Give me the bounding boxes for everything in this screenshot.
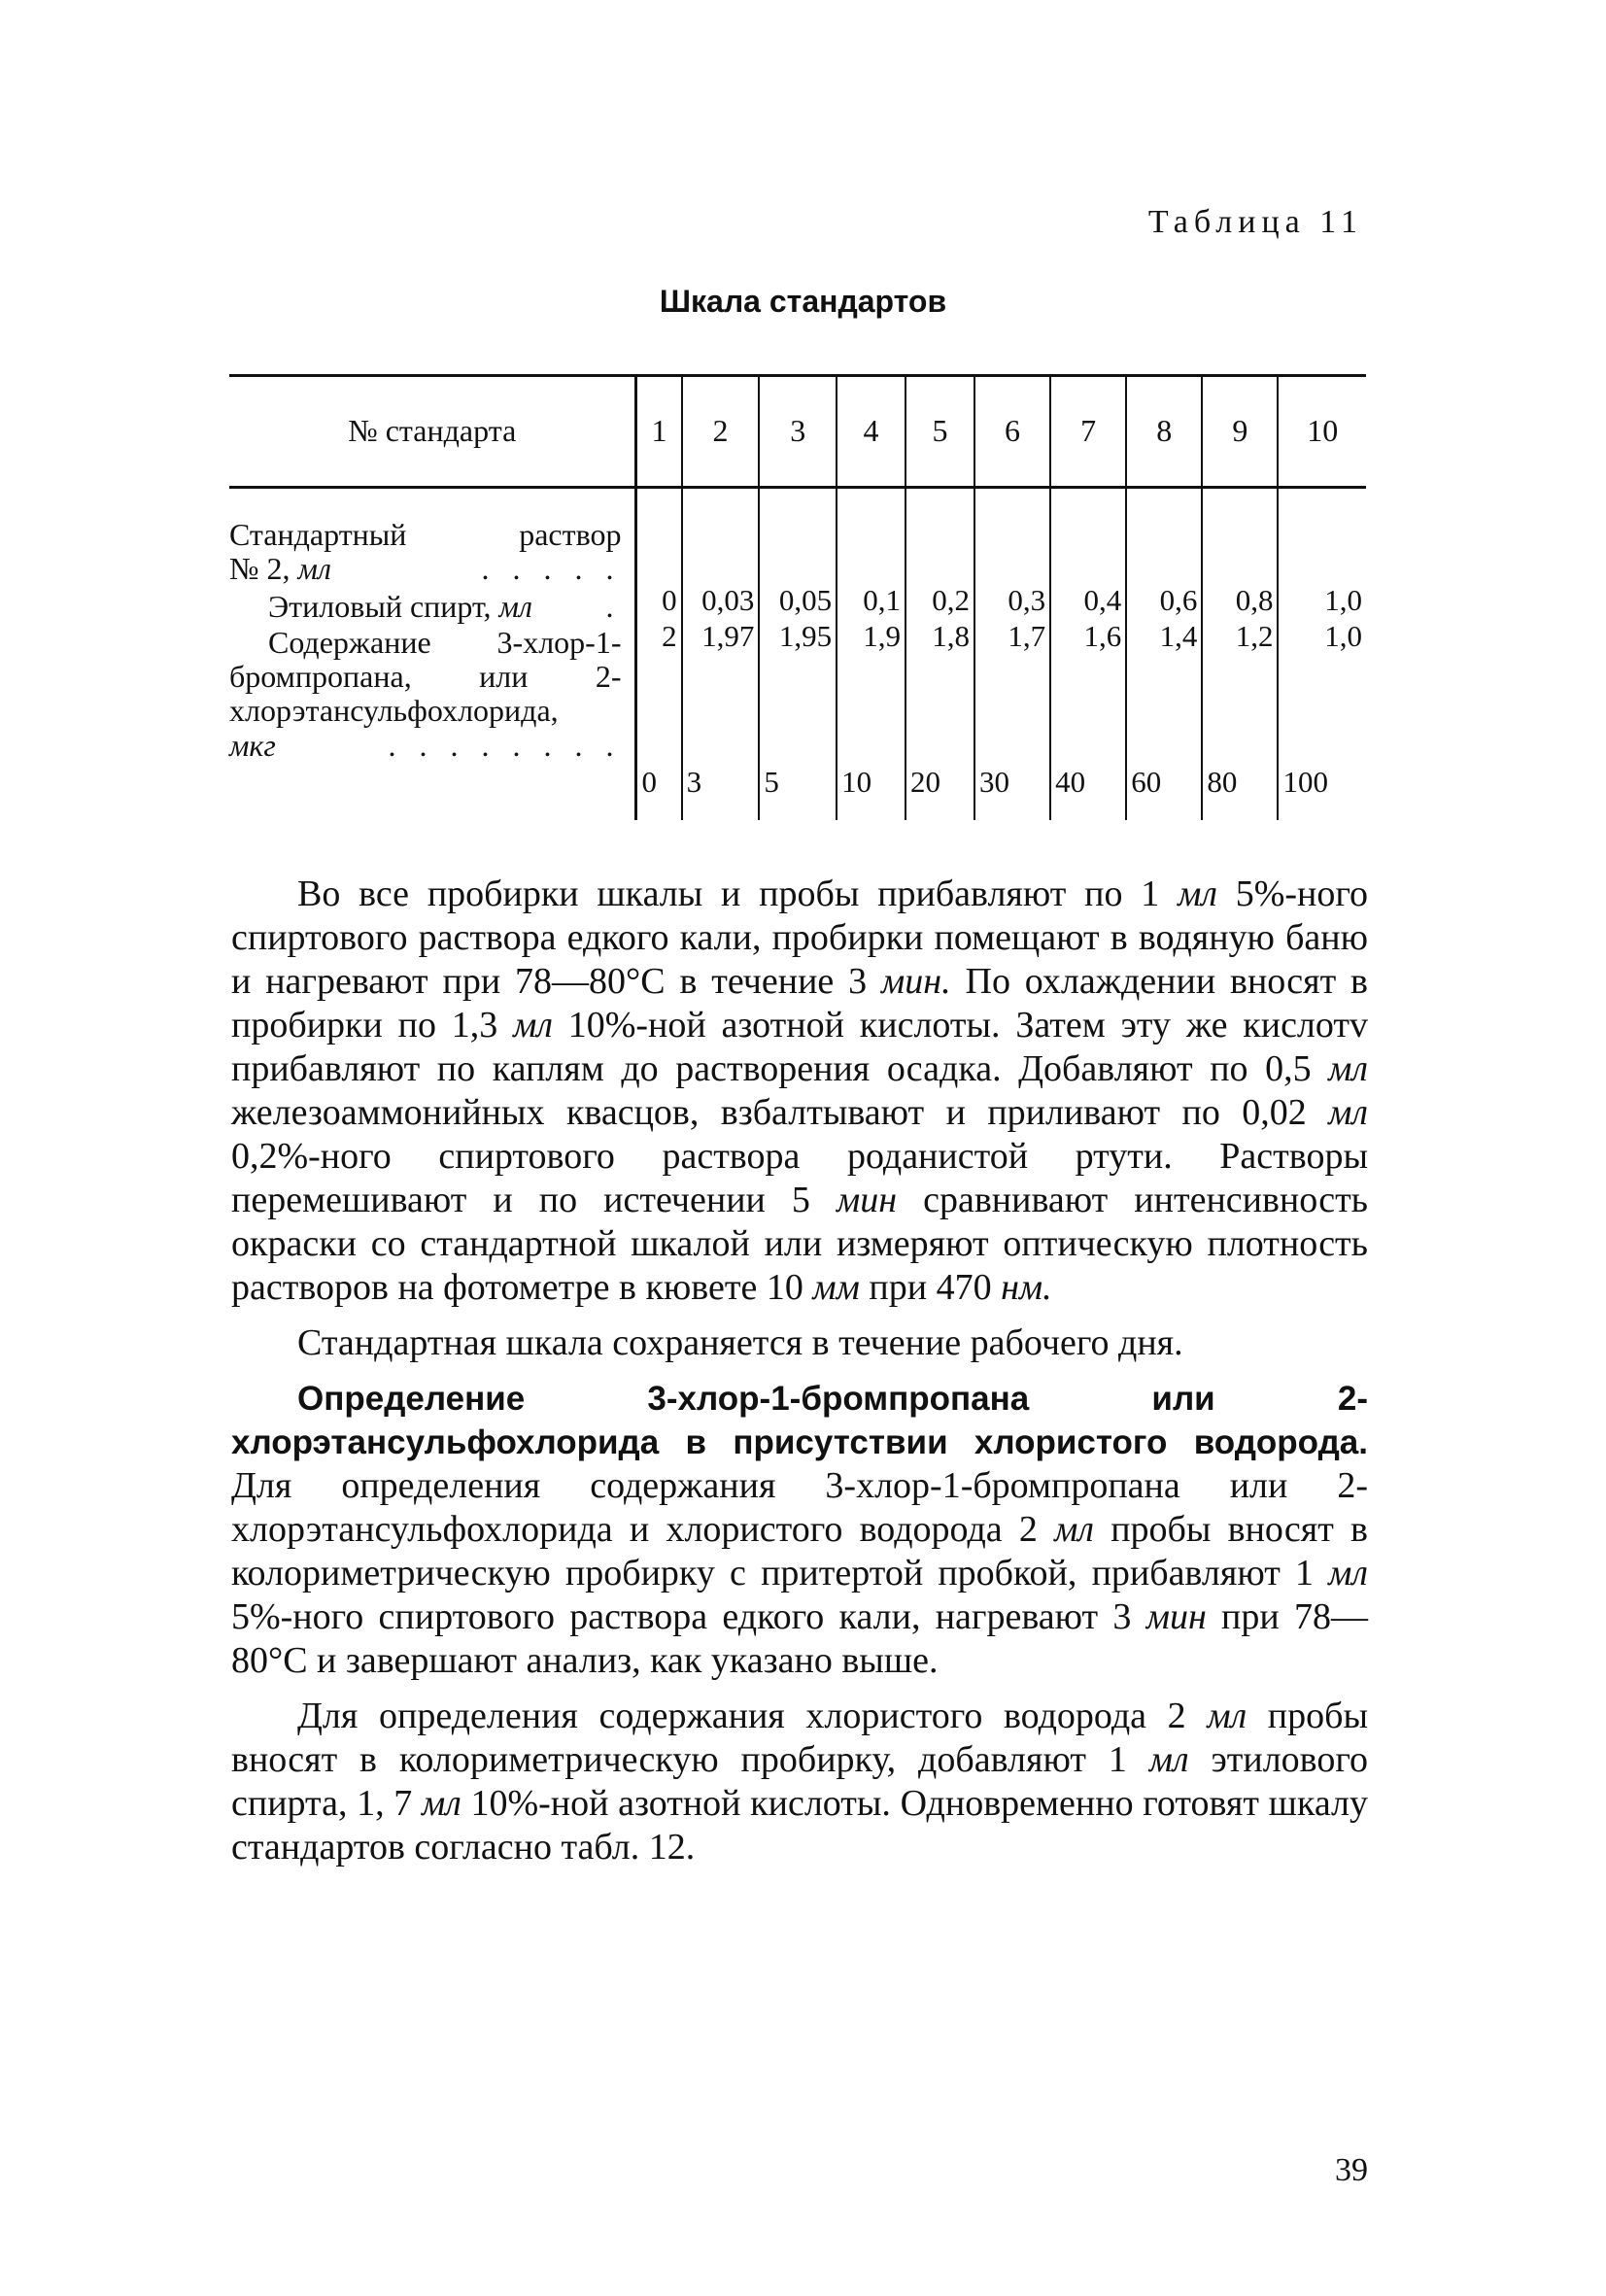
table-cell: 0 — [641, 765, 657, 799]
value-column — [837, 488, 906, 821]
table-cell: 80 — [1207, 765, 1238, 799]
table-cell: 20 — [910, 765, 941, 799]
text-run: сравнивают интенсивность окраски со стандартной шкалой или измеряют оптическую плотность растворов на фотометре в кювете 10 — [231, 1180, 1369, 1308]
row-label-line — [229, 552, 621, 586]
table-cell: 0,4 — [1083, 583, 1122, 617]
table-cell: 1,9 — [863, 619, 902, 653]
table-cell: 1,4 — [1159, 619, 1198, 653]
unit: мл — [513, 1005, 553, 1045]
text-run: По охлаждении вносят в пробирки по 1,3 — [231, 961, 1368, 1045]
column-header: 7 — [1050, 376, 1126, 488]
table-cell: 40 — [1055, 765, 1086, 799]
unit: мл — [1328, 1553, 1368, 1593]
row-label-line — [229, 729, 621, 763]
unit: мин — [1145, 1596, 1207, 1637]
table-cell: 0 — [662, 583, 677, 617]
table-cell: 0,6 — [1159, 583, 1198, 617]
column-header: 6 — [974, 376, 1050, 488]
section-heading: Определение 3-хлор-1-бромпропана или 2-хлорэтансульфохлорида в присутствии хлористого водорода. — [231, 1380, 1368, 1461]
unit: мл — [421, 1783, 461, 1824]
table-cell: 1,97 — [701, 619, 755, 653]
column-header: 8 — [1126, 376, 1202, 488]
table-cell: 5 — [764, 765, 779, 799]
value-column — [759, 488, 837, 821]
text-run: Для определения содержания хлористого водорода 2 — [297, 1696, 1208, 1736]
table-cell: 1,6 — [1083, 619, 1122, 653]
body-text — [231, 873, 1368, 1881]
table-cell: 0,1 — [863, 583, 902, 617]
column-header: 9 — [1202, 376, 1278, 488]
paragraph — [231, 1377, 1368, 1683]
value-column — [1202, 488, 1278, 821]
row-label-line: бромпропана, или 2- — [229, 659, 622, 695]
unit: мин. — [881, 961, 951, 1002]
row-label-unit: мл — [498, 589, 532, 624]
table-cell: 1,8 — [932, 619, 970, 653]
text-run: 0,2%-ного спиртового раствора роданистой ртути. Растворы перемешивают и по истечении 5 — [231, 1136, 1368, 1220]
table-title: Шкала стандартов — [659, 284, 947, 319]
table-cell: 0,8 — [1235, 583, 1274, 617]
row-label-ethanol — [229, 590, 621, 626]
paragraph — [231, 1695, 1368, 1869]
text-run: при 470 — [859, 1267, 1002, 1308]
table-cell: 3 — [686, 765, 702, 799]
unit: мм — [812, 1267, 860, 1308]
row-label-dots: . — [605, 589, 622, 624]
table-cell: 1,2 — [1235, 619, 1274, 653]
column-header-label: № стандарта — [229, 376, 636, 488]
unit: мл — [1328, 1092, 1368, 1133]
column-header: 4 — [837, 376, 906, 488]
column-header: 3 — [759, 376, 837, 488]
table-cell: 10 — [841, 765, 872, 799]
unit: мл — [1328, 1048, 1368, 1089]
text-run: Для определения содержания 3-хлор-1-бромпропана или 2-хлорэтансульфохлорида и хлористого водорода 2 — [231, 1465, 1368, 1550]
value-column — [682, 488, 760, 821]
row-label-standard-solution — [229, 518, 621, 590]
table-cell: 0,03 — [701, 583, 755, 617]
row-label-line: хлорэтансульфохлорида, — [229, 693, 559, 729]
table-cell: 100 — [1282, 765, 1328, 799]
column-header: 1 — [636, 376, 682, 488]
row-label-text: № 2, — [229, 551, 290, 587]
column-header: 10 — [1278, 376, 1366, 488]
row-label-unit: мкг — [229, 727, 276, 763]
table-cell: 1,0 — [1324, 619, 1362, 653]
text-run: 5%-ного спиртового раствора едкого кали, пробирки помещают в водяную баню и нагревают при 78—80°С в течение 3 — [231, 874, 1368, 1002]
text-run: 10%-ной азотной кислоты. Затем эту же кислотv прибавляют по каплям до растворения осадка. Добавляют по 0,5 — [231, 1005, 1369, 1089]
row-label-line: Стандартный раствор — [229, 517, 622, 552]
row-label-line: Содержание 3-хлор-1- — [268, 625, 622, 660]
table-cell: 0,05 — [778, 583, 833, 617]
unit: мин — [836, 1180, 898, 1220]
table-body-row — [229, 488, 1366, 821]
table-label: Таблица 11 — [1147, 204, 1363, 240]
value-column — [1126, 488, 1202, 821]
table-cell: 1,0 — [1324, 583, 1362, 617]
table-cell: 1,95 — [778, 619, 833, 653]
text-run: 10%-ной азотной кислоты. Одновременно готовят шкалу стандартов согласно табл. 12. — [231, 1783, 1368, 1868]
row-label-unit: мл — [297, 551, 331, 587]
text-run: этилового спирта, 1, 7 — [231, 1739, 1368, 1824]
value-column — [636, 488, 682, 821]
table-cell: 60 — [1131, 765, 1162, 799]
text-run: 5%-ного спиртового раствора едкого кали, нагревают 3 — [231, 1596, 1146, 1637]
row-label-text: Этиловый спирт, — [268, 589, 492, 624]
value-column — [1050, 488, 1126, 821]
text-run: Во все пробирки шкалы и пробы прибавляют по 1 — [297, 874, 1179, 914]
column-header: 2 — [682, 376, 760, 488]
row-label-content — [229, 626, 621, 771]
table-header-row — [229, 376, 1366, 488]
paragraph: Стандартная шкала сохраняется в течение рабочего дня. — [297, 1322, 1183, 1363]
unit: нм. — [1001, 1267, 1052, 1308]
unit: мл — [1148, 1739, 1189, 1780]
table-cell: 2 — [662, 619, 677, 653]
text-run: пробы вносят в колориметрическую пробирку, добавляют 1 — [231, 1696, 1368, 1780]
table-cell: 0,3 — [1008, 583, 1046, 617]
row-label-dots: . . . . . . . . — [388, 727, 622, 763]
row-labels-cell — [229, 488, 636, 821]
text-run: при 78—80°С и завершают анализ, как указано выше. — [231, 1596, 1368, 1681]
value-column — [1278, 488, 1366, 821]
column-header: 5 — [906, 376, 974, 488]
page-number: 39 — [1335, 2152, 1368, 2188]
table-cell: 30 — [978, 765, 1009, 799]
value-column — [974, 488, 1050, 821]
row-label-dots: . . . . . — [481, 551, 622, 587]
standards-table — [229, 374, 1366, 820]
value-column — [906, 488, 974, 821]
table-cell: 0,2 — [932, 583, 970, 617]
paragraph — [231, 873, 1368, 1310]
table-cell: 1,7 — [1008, 619, 1046, 653]
unit: мл — [1178, 874, 1217, 914]
text-run: железоаммонийных квасцов, взбалтывают и приливают по 0,02 — [231, 1092, 1329, 1133]
unit: мл — [1054, 1509, 1094, 1550]
unit: мл — [1207, 1696, 1247, 1736]
text-run: пробы вносят в колориметрическую пробирку с притертой пробкой, прибавляют 1 — [231, 1509, 1368, 1593]
